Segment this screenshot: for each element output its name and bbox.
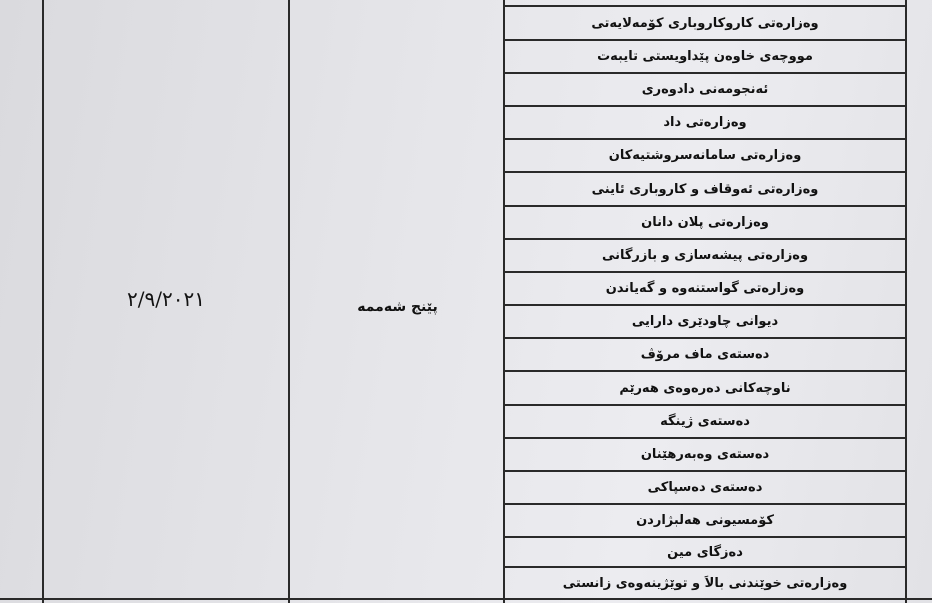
table-row: وەزارەتی پیشەسازی و بازرگانی [601, 248, 809, 263]
table-row: وەزارەتی داد [663, 115, 747, 130]
table-row: وەزارەتی ئەوقاف و کاروباری ئاینی [591, 181, 819, 197]
table-bottom-border [0, 598, 932, 600]
table-row: مووچەی خاوەن پێداویستی تایبەت [597, 49, 813, 64]
column-border-right [905, 0, 907, 603]
table-row: وەزارەتی کاروکاروباری کۆمەلایەتی [591, 15, 819, 31]
table-row: دەستەی ماف مرۆڤ [640, 347, 770, 362]
table-row: کۆمسیونی هەلبژاردن [636, 513, 774, 528]
table-row: دەزگای مین [667, 544, 743, 560]
date-cell: ٢/٩/٢٠٢١ [127, 287, 205, 311]
day-cell: پێنج شەممە [357, 299, 438, 315]
table-row: دەستەی ژینگە [660, 414, 750, 429]
table-row: وەزارەتی پلان دانان [641, 215, 769, 230]
table-row: دیوانی چاودێری دارایی [631, 314, 779, 329]
table-row: دەستەی دەسپاکی [647, 480, 763, 495]
table-row: ناوچەکانی دەرەوەی هەرێم [619, 380, 791, 396]
table-row: ئەنجومەنی دادوەری [641, 82, 769, 97]
table-row: وەزارەتی خوێندنی بالاَ و توێژینەوەی زانستی [562, 575, 848, 591]
table-row: دەستەی وەبەرهێنان [640, 447, 770, 462]
table-row: وەزارەتی گواستنەوە و گەیاندن [605, 281, 805, 296]
table-row: وەزارەتی سامانەسروشتیەکان [608, 148, 802, 163]
